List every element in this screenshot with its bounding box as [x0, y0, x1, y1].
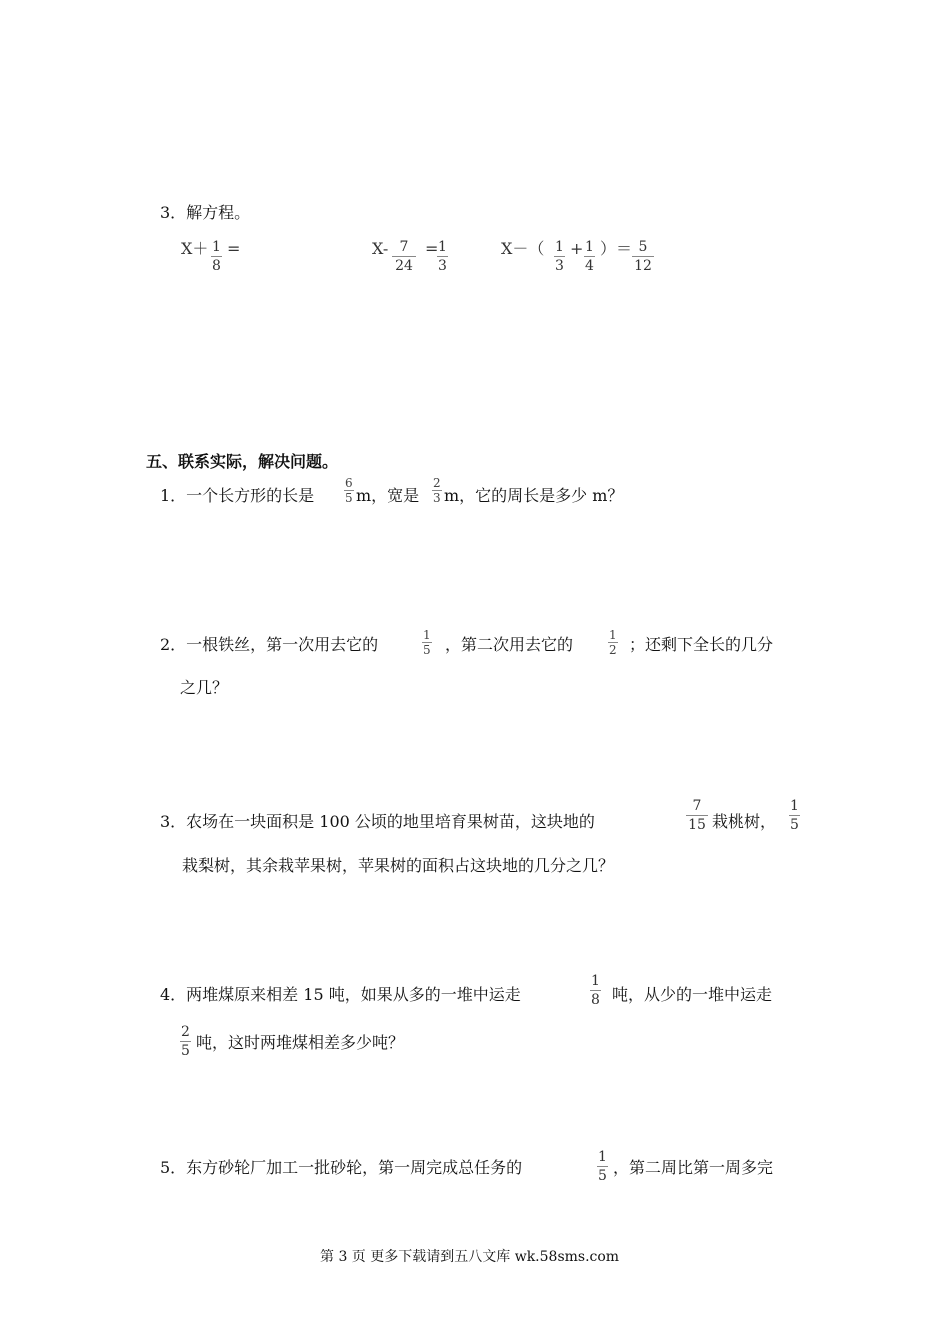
- fraction: $\frac{1}{2}$: [609, 628, 617, 657]
- fraction: $\frac{1}{4}$: [585, 239, 594, 274]
- fraction: $\frac{1}{5}$: [598, 1149, 607, 1184]
- fraction: $\frac{7}{15}$: [686, 798, 708, 835]
- fraction: $\frac{2}{3}$: [433, 476, 441, 505]
- equation-1-rhs: =: [227, 239, 241, 258]
- section-3-title: 3．解方程。: [160, 203, 251, 222]
- equation-2-lhs: X-: [372, 239, 389, 258]
- fraction: $\frac{5}{12}$: [632, 239, 654, 276]
- fraction: $\frac{6}{5}$: [345, 476, 353, 505]
- fraction: $\frac{1}{5}$: [423, 628, 431, 657]
- fraction: $\frac{1}{8}$: [212, 239, 221, 274]
- fraction: $\frac{1}{3}$: [438, 239, 447, 274]
- fraction: $\frac{1}{8}$: [591, 973, 600, 1008]
- fraction: $\frac{1}{3}$: [555, 239, 564, 274]
- fraction: $\frac{7}{24}$: [392, 239, 416, 276]
- page-footer: 第 3 页 更多下载请到五八文库 wk.58sms.com: [320, 1249, 620, 1265]
- equals-sign: =: [425, 239, 439, 258]
- equation-3-close: ）＝: [600, 239, 633, 258]
- plus-sign: +: [570, 239, 584, 258]
- section-5-title: 五、联系实际，解决问题。: [146, 452, 339, 471]
- equation-3-lhs: X－（: [501, 239, 545, 258]
- fraction: $\frac{2}{5}$: [181, 1024, 190, 1059]
- equation-1-lhs: X＋: [181, 239, 209, 258]
- fraction: $\frac{1}{5}$: [790, 798, 799, 833]
